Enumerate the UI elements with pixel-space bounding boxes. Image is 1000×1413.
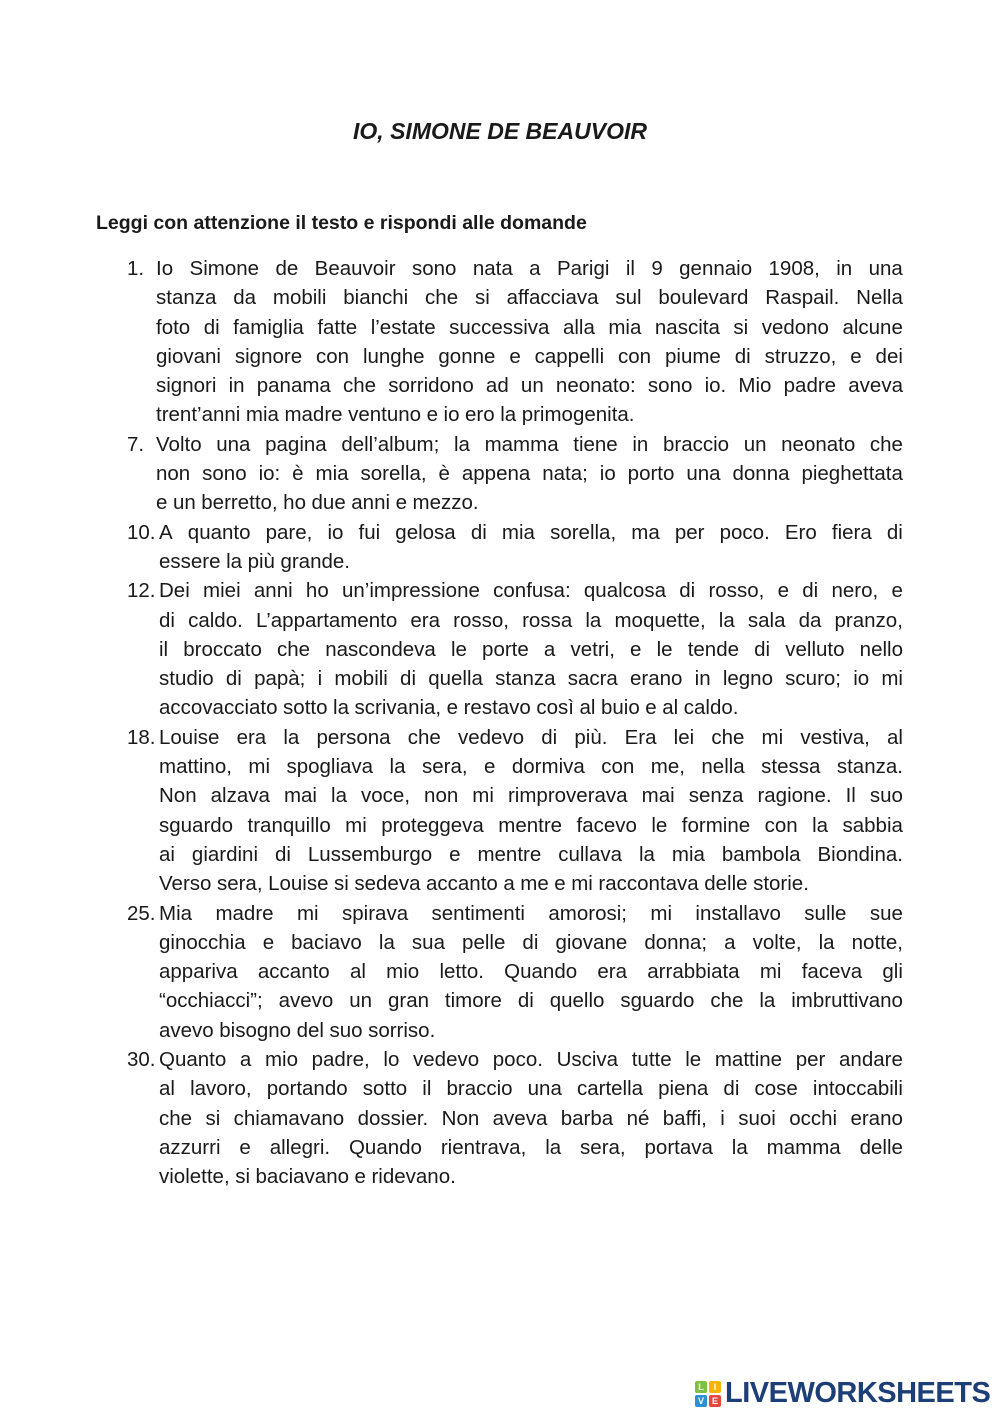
liveworksheets-logo: [695, 1377, 990, 1410]
item-number: 30.: [127, 1048, 156, 1072]
text-line: violette, si baciavano e ridevano.: [159, 1165, 456, 1189]
text-line: avevo bisogno del suo sorriso.: [159, 1018, 436, 1042]
text-line: trent’anni mia madre ventuno e io ero la primogenita.: [156, 403, 635, 427]
logo-block: V: [695, 1395, 707, 1407]
text-line: Quanto a mio padre, lo vedevo poco. Usciva tutte le mattine per andare: [159, 1048, 903, 1072]
page-title: IO, SIMONE DE BEAUVOIR: [353, 118, 647, 144]
text-line: Volto una pagina dell’album; la mamma tiene in braccio un neonato che: [156, 432, 903, 456]
text-line: al lavoro, portando sotto il braccio una cartella piena di cose intoccabili: [159, 1077, 903, 1101]
numbered-text-list: [0, 254, 1000, 1192]
text-line: e un berretto, ho due anni e mezzo.: [156, 491, 479, 515]
text-line: accovacciato sotto la scrivania, e restavo così al buio e al caldo.: [159, 696, 739, 720]
text-line: “occhiacci”; avevo un gran timore di quello sguardo che la imbruttivano: [159, 989, 903, 1013]
text-line: ginocchia e baciavo la sua pelle di giovane donna; a volte, la notte,: [159, 930, 903, 954]
logo-blocks-icon: [695, 1381, 721, 1407]
list-item: [0, 899, 1000, 1045]
item-number: 18.: [127, 725, 156, 749]
item-number: 7.: [127, 432, 145, 456]
text-line: sguardo tranquillo mi proteggeva mentre facevo le formine con la sabbia: [159, 813, 903, 837]
text-line: Dei miei anni ho un’impressione confusa: qualcosa di rosso, e di nero, e: [159, 579, 903, 603]
text-line: stanza da mobili bianchi che si affacciava sul boulevard Raspail. Nella: [156, 286, 903, 310]
item-number: 1.: [127, 257, 145, 280]
list-item: [0, 430, 1000, 518]
list-item: [0, 723, 1000, 899]
text-line: mattino, mi spogliava la sera, e dormiva con me, nella stessa stanza.: [159, 755, 903, 779]
text-line: Mia madre mi spirava sentimenti amorosi; mi installavo sulle sue: [159, 901, 903, 925]
item-number: 12.: [127, 579, 156, 603]
item-number: 10.: [127, 520, 156, 544]
logo-text: LIVEWORKSHEETS: [725, 1377, 991, 1409]
text-line: signori in panama che sorridono ad un neonato: sono io. Mio padre aveva: [156, 374, 903, 398]
text-line: essere la più grande.: [159, 549, 350, 573]
text-line: ai giardini di Lussemburgo e mentre cullava la mia bambola Biondina.: [159, 842, 903, 866]
text-line: il broccato che nascondeva le porte a vetri, e le tende di velluto nello: [159, 637, 903, 661]
text-line: foto di famiglia fatte l’estate successiva alla mia nascita si vedono alcune: [156, 315, 903, 339]
text-line: A quanto pare, io fui gelosa di mia sorella, ma per poco. Ero fiera di: [159, 520, 903, 544]
text-line: Louise era la persona che vedevo di più. Era lei che mi vestiva, al: [159, 725, 903, 749]
instruction-heading: Leggi con attenzione il testo e rispondi alle domande: [96, 212, 587, 234]
text-line: Verso sera, Louise si sedeva accanto a me e mi raccontava delle storie.: [159, 872, 809, 896]
list-item: [0, 576, 1000, 722]
logo-block: E: [709, 1395, 721, 1407]
text-line: giovani signore con lunghe gonne e cappelli con piume di struzzo, e dei: [156, 344, 903, 368]
list-item: [0, 1045, 1000, 1191]
logo-block: I: [709, 1381, 721, 1393]
text-line: che si chiamavano dossier. Non aveva barba né baffi, i suoi occhi erano: [159, 1106, 903, 1130]
text-line: non sono io: è mia sorella, è appena nata; io porto una donna pieghettata: [156, 462, 903, 486]
item-number: 25.: [127, 901, 156, 925]
text-line: Non alzava mai la voce, non mi rimproverava mai senza ragione. Il suo: [159, 784, 903, 808]
text-line: Io Simone de Beauvoir sono nata a Parigi il 9 gennaio 1908, in una: [156, 257, 903, 280]
text-line: azzurri e allegri. Quando rientrava, la sera, portava la mamma delle: [159, 1135, 903, 1159]
list-item: [0, 254, 1000, 430]
text-line: studio di papà; i mobili di quella stanza sacra erano in legno scuro; io mi: [159, 667, 903, 691]
text-line: di caldo. L’appartamento era rosso, rossa la moquette, la sala da pranzo,: [159, 608, 903, 632]
logo-block: L: [695, 1381, 707, 1393]
text-line: appariva accanto al mio letto. Quando era arrabbiata mi faceva gli: [159, 960, 903, 984]
list-item: [0, 518, 1000, 577]
